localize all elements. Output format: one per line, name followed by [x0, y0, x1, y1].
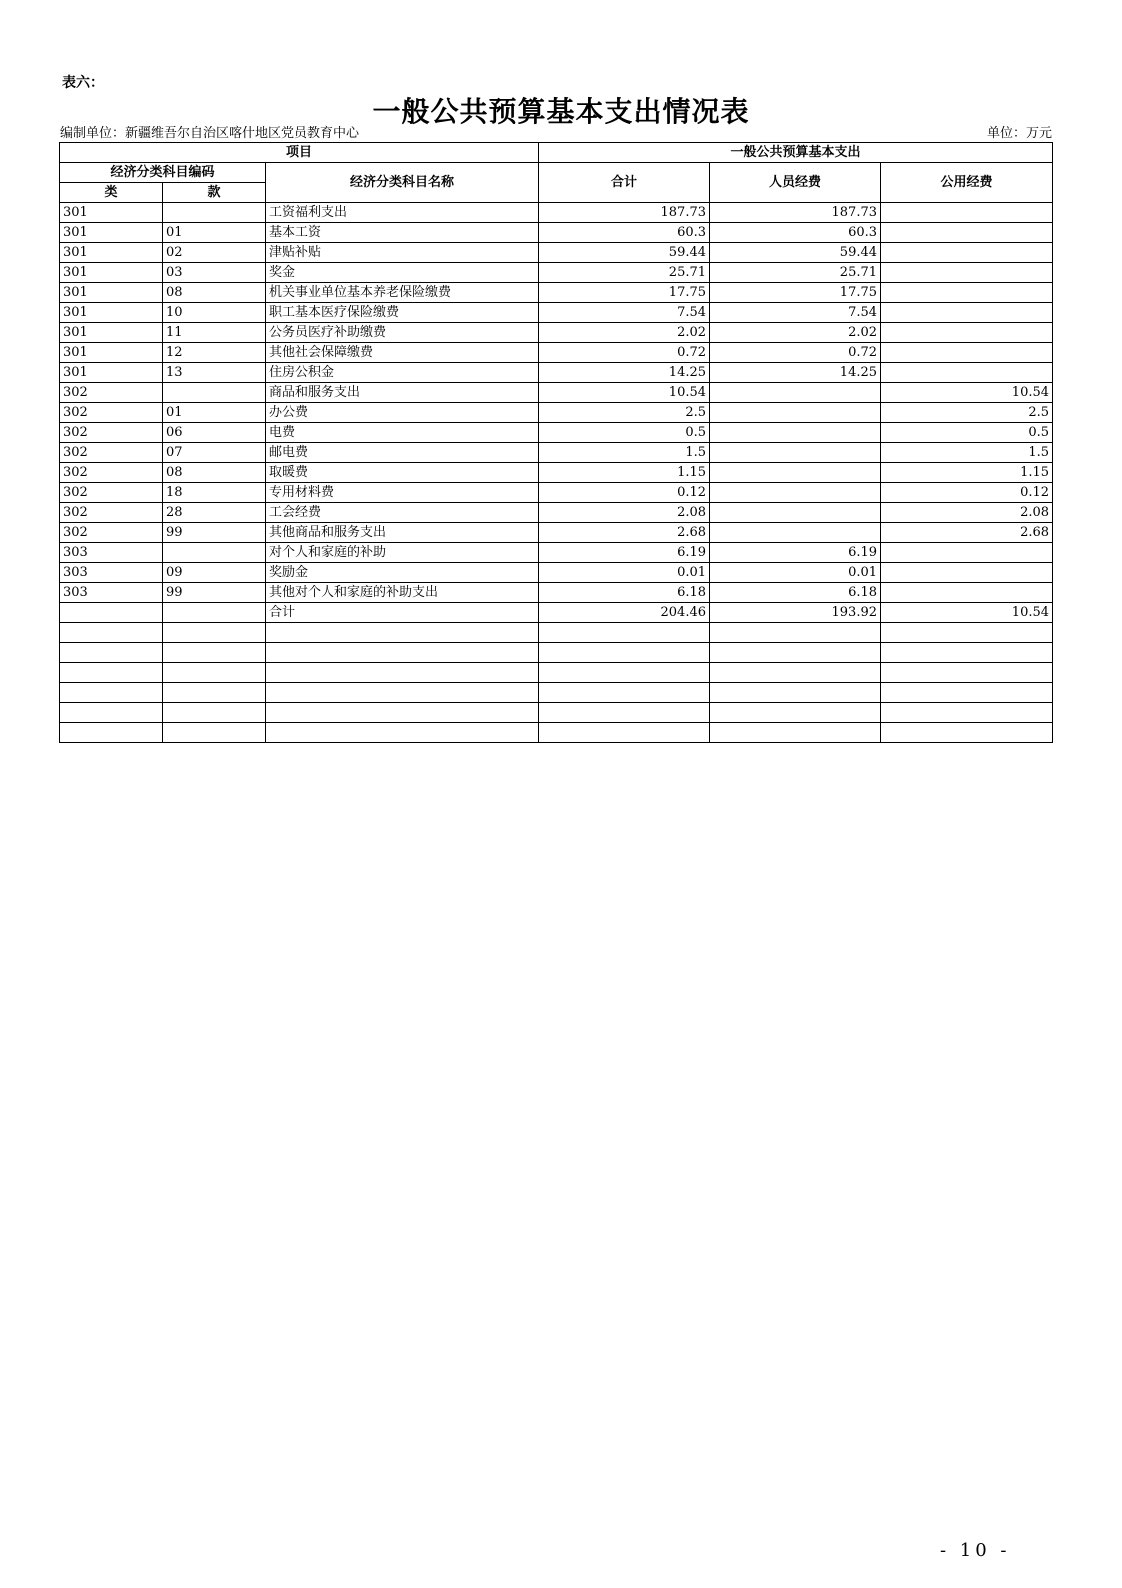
cell-public	[881, 223, 1053, 243]
cell-public	[881, 283, 1053, 303]
cell-item: 11	[163, 323, 266, 343]
cell-item	[163, 383, 266, 403]
cell-total: 7.54	[539, 303, 710, 323]
cell-name: 津贴补贴	[266, 243, 539, 263]
cell-public: 2.5	[881, 403, 1053, 423]
cell-name	[266, 703, 539, 723]
page-number: - 10 -	[940, 1540, 1011, 1561]
cell-total: 1.15	[539, 463, 710, 483]
cell-class: 301	[60, 223, 163, 243]
table-label: 表六：	[62, 75, 104, 91]
cell-personnel	[710, 423, 881, 443]
cell-name: 邮电费	[266, 443, 539, 463]
cell-total	[539, 623, 710, 643]
cell-item	[163, 203, 266, 223]
cell-name: 对个人和家庭的补助	[266, 543, 539, 563]
cell-item: 08	[163, 463, 266, 483]
cell-class: 301	[60, 263, 163, 283]
cell-total: 17.75	[539, 283, 710, 303]
cell-class: 301	[60, 343, 163, 363]
header-name: 经济分类科目名称	[266, 163, 539, 203]
cell-name: 公务员医疗补助缴费	[266, 323, 539, 343]
cell-total: 2.02	[539, 323, 710, 343]
table-row	[60, 483, 1053, 503]
cell-class	[60, 663, 163, 683]
cell-class: 301	[60, 283, 163, 303]
cell-total: 187.73	[539, 203, 710, 223]
cell-class	[60, 723, 163, 743]
header-personnel: 人员经费	[710, 163, 881, 203]
cell-public	[881, 583, 1053, 603]
cell-total: 0.72	[539, 343, 710, 363]
cell-item: 06	[163, 423, 266, 443]
cell-class: 301	[60, 323, 163, 343]
cell-personnel: 187.73	[710, 203, 881, 223]
cell-class: 302	[60, 403, 163, 423]
cell-class: 302	[60, 443, 163, 463]
cell-public	[881, 723, 1053, 743]
cell-public	[881, 263, 1053, 283]
cell-total: 14.25	[539, 363, 710, 383]
cell-item: 28	[163, 503, 266, 523]
cell-personnel	[710, 703, 881, 723]
cell-name	[266, 643, 539, 663]
header-class: 类	[60, 183, 163, 203]
cell-personnel: 14.25	[710, 363, 881, 383]
cell-item	[163, 723, 266, 743]
header-total: 合计	[539, 163, 710, 203]
cell-name	[266, 723, 539, 743]
cell-total: 59.44	[539, 243, 710, 263]
cell-name: 其他商品和服务支出	[266, 523, 539, 543]
cell-total: 25.71	[539, 263, 710, 283]
cell-item: 18	[163, 483, 266, 503]
cell-personnel	[710, 383, 881, 403]
budget-table	[59, 142, 1053, 743]
cell-personnel: 0.72	[710, 343, 881, 363]
cell-item: 12	[163, 343, 266, 363]
cell-public	[881, 363, 1053, 383]
cell-public	[881, 203, 1053, 223]
cell-personnel	[710, 643, 881, 663]
cell-class	[60, 603, 163, 623]
cell-public: 0.12	[881, 483, 1053, 503]
table-row	[60, 543, 1053, 563]
cell-item	[163, 543, 266, 563]
cell-name	[266, 663, 539, 683]
cell-item	[163, 623, 266, 643]
cell-class: 301	[60, 243, 163, 263]
table-row	[60, 723, 1053, 743]
cell-item	[163, 603, 266, 623]
cell-name: 机关事业单位基本养老保险缴费	[266, 283, 539, 303]
cell-total: 2.5	[539, 403, 710, 423]
cell-total: 204.46	[539, 603, 710, 623]
cell-total	[539, 703, 710, 723]
cell-total: 10.54	[539, 383, 710, 403]
table-row	[60, 223, 1053, 243]
cell-class: 302	[60, 423, 163, 443]
cell-total: 60.3	[539, 223, 710, 243]
cell-name: 电费	[266, 423, 539, 443]
table-row	[60, 343, 1053, 363]
cell-personnel	[710, 663, 881, 683]
cell-name: 商品和服务支出	[266, 383, 539, 403]
cell-name: 工会经费	[266, 503, 539, 523]
cell-public	[881, 543, 1053, 563]
cell-class: 303	[60, 543, 163, 563]
cell-total: 6.19	[539, 543, 710, 563]
cell-total: 0.5	[539, 423, 710, 443]
cell-item	[163, 683, 266, 703]
cell-personnel: 2.02	[710, 323, 881, 343]
table-row	[60, 663, 1053, 683]
cell-personnel	[710, 683, 881, 703]
table-row	[60, 403, 1053, 423]
cell-item: 03	[163, 263, 266, 283]
cell-public	[881, 303, 1053, 323]
cell-personnel: 17.75	[710, 283, 881, 303]
table-row	[60, 323, 1053, 343]
table-row	[60, 303, 1053, 323]
cell-public: 1.5	[881, 443, 1053, 463]
cell-personnel: 25.71	[710, 263, 881, 283]
cell-public	[881, 243, 1053, 263]
cell-personnel	[710, 403, 881, 423]
cell-personnel	[710, 443, 881, 463]
cell-class	[60, 643, 163, 663]
cell-public	[881, 623, 1053, 643]
table-row	[60, 703, 1053, 723]
cell-item: 99	[163, 523, 266, 543]
cell-personnel: 6.19	[710, 543, 881, 563]
cell-name: 合计	[266, 603, 539, 623]
header-public: 公用经费	[881, 163, 1053, 203]
unit-line	[60, 126, 1052, 142]
cell-public	[881, 323, 1053, 343]
cell-public	[881, 563, 1053, 583]
cell-name: 取暖费	[266, 463, 539, 483]
cell-name: 办公费	[266, 403, 539, 423]
cell-personnel	[710, 483, 881, 503]
cell-total: 0.12	[539, 483, 710, 503]
cell-total	[539, 723, 710, 743]
cell-public	[881, 643, 1053, 663]
cell-item: 01	[163, 403, 266, 423]
cell-public	[881, 683, 1053, 703]
table-row	[60, 503, 1053, 523]
cell-name: 奖金	[266, 263, 539, 283]
cell-item: 10	[163, 303, 266, 323]
cell-class	[60, 703, 163, 723]
cell-public: 0.5	[881, 423, 1053, 443]
cell-personnel	[710, 503, 881, 523]
cell-personnel	[710, 723, 881, 743]
table-row	[60, 683, 1053, 703]
cell-name: 职工基本医疗保险缴费	[266, 303, 539, 323]
cell-class: 303	[60, 563, 163, 583]
cell-item: 99	[163, 583, 266, 603]
cell-name: 其他对个人和家庭的补助支出	[266, 583, 539, 603]
cell-class: 302	[60, 523, 163, 543]
document-title: 一般公共预算基本支出情况表	[372, 95, 750, 128]
cell-public	[881, 703, 1053, 723]
table-row	[60, 603, 1053, 623]
cell-class: 301	[60, 203, 163, 223]
cell-name: 工资福利支出	[266, 203, 539, 223]
currency-unit: 单位：万元	[986, 126, 1052, 141]
cell-personnel: 193.92	[710, 603, 881, 623]
cell-name	[266, 623, 539, 643]
table-row	[60, 463, 1053, 483]
cell-total	[539, 663, 710, 683]
cell-item: 02	[163, 243, 266, 263]
cell-public: 2.08	[881, 503, 1053, 523]
cell-public: 10.54	[881, 603, 1053, 623]
cell-personnel: 60.3	[710, 223, 881, 243]
cell-class: 302	[60, 503, 163, 523]
table-row	[60, 623, 1053, 643]
cell-personnel	[710, 523, 881, 543]
header-project: 项目	[60, 143, 539, 163]
table-row	[60, 423, 1053, 443]
table-row	[60, 523, 1053, 543]
cell-public	[881, 663, 1053, 683]
cell-class: 302	[60, 483, 163, 503]
cell-total	[539, 683, 710, 703]
cell-total: 2.08	[539, 503, 710, 523]
compiling-unit: 编制单位：新疆维吾尔自治区喀什地区党员教育中心	[60, 126, 360, 141]
cell-item: 01	[163, 223, 266, 243]
header-code-group: 经济分类科目编码	[60, 163, 266, 183]
header-budget-group: 一般公共预算基本支出	[539, 143, 1053, 163]
cell-total: 6.18	[539, 583, 710, 603]
cell-total: 2.68	[539, 523, 710, 543]
table-row	[60, 443, 1053, 463]
table-row	[60, 363, 1053, 383]
cell-class: 302	[60, 463, 163, 483]
table-row	[60, 563, 1053, 583]
cell-public	[881, 343, 1053, 363]
cell-class	[60, 683, 163, 703]
table-body	[60, 203, 1053, 743]
table-row	[60, 203, 1053, 223]
cell-total: 1.5	[539, 443, 710, 463]
cell-name: 基本工资	[266, 223, 539, 243]
cell-name: 奖励金	[266, 563, 539, 583]
table-row	[60, 643, 1053, 663]
cell-item	[163, 643, 266, 663]
cell-name: 住房公积金	[266, 363, 539, 383]
table-row	[60, 243, 1053, 263]
cell-item: 07	[163, 443, 266, 463]
cell-total	[539, 643, 710, 663]
cell-class: 302	[60, 383, 163, 403]
cell-class: 301	[60, 363, 163, 383]
cell-public: 10.54	[881, 383, 1053, 403]
cell-class	[60, 623, 163, 643]
cell-personnel: 7.54	[710, 303, 881, 323]
cell-public: 2.68	[881, 523, 1053, 543]
cell-public: 1.15	[881, 463, 1053, 483]
table-row	[60, 383, 1053, 403]
header-item: 款	[163, 183, 266, 203]
cell-personnel: 0.01	[710, 563, 881, 583]
table-row	[60, 283, 1053, 303]
table-row	[60, 583, 1053, 603]
cell-class: 301	[60, 303, 163, 323]
cell-name	[266, 683, 539, 703]
cell-name: 其他社会保障缴费	[266, 343, 539, 363]
cell-item: 13	[163, 363, 266, 383]
cell-item: 08	[163, 283, 266, 303]
table-row	[60, 263, 1053, 283]
cell-class: 303	[60, 583, 163, 603]
cell-name: 专用材料费	[266, 483, 539, 503]
cell-total: 0.01	[539, 563, 710, 583]
cell-item	[163, 703, 266, 723]
cell-personnel	[710, 623, 881, 643]
cell-item: 09	[163, 563, 266, 583]
cell-personnel	[710, 463, 881, 483]
cell-personnel: 59.44	[710, 243, 881, 263]
cell-item	[163, 663, 266, 683]
cell-personnel: 6.18	[710, 583, 881, 603]
